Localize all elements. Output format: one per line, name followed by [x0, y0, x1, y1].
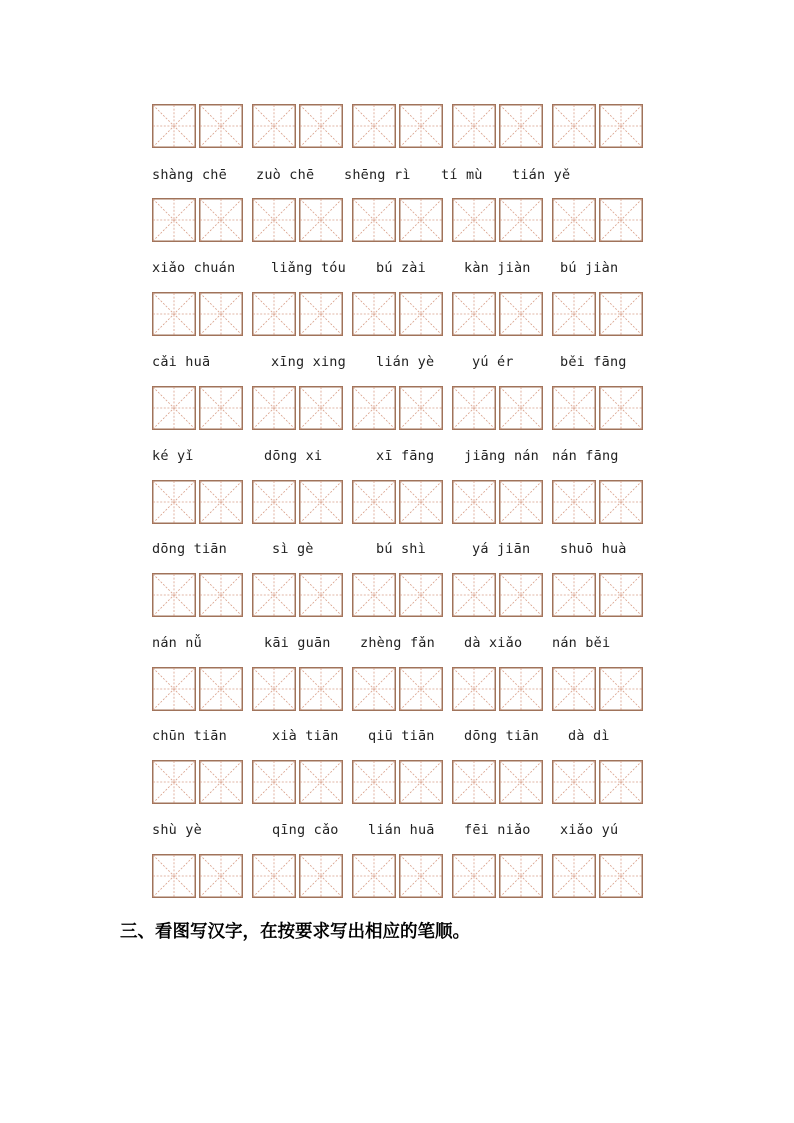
- tianzige-pair: [252, 480, 343, 524]
- pinyin-word: xīng xing: [271, 354, 346, 370]
- tianzige-pair: [252, 292, 343, 336]
- tianzige-box[interactable]: [299, 760, 343, 804]
- tianzige-pair: [352, 386, 443, 430]
- tianzige-box[interactable]: [499, 104, 543, 148]
- tianzige-box[interactable]: [499, 760, 543, 804]
- tianzige-box[interactable]: [152, 292, 196, 336]
- tianzige-box[interactable]: [599, 104, 643, 148]
- tianzige-pair: [452, 292, 543, 336]
- pinyin-word: dōng tiān: [152, 541, 227, 557]
- pinyin-word: fēi niǎo: [464, 822, 531, 838]
- tianzige-box[interactable]: [199, 104, 243, 148]
- tianzige-box[interactable]: [599, 573, 643, 617]
- tianzige-box[interactable]: [199, 292, 243, 336]
- tianzige-box[interactable]: [452, 760, 496, 804]
- tianzige-box[interactable]: [252, 573, 296, 617]
- pinyin-row: [0, 167, 794, 187]
- tianzige-pair: [452, 667, 543, 711]
- tianzige-box[interactable]: [399, 573, 443, 617]
- tianzige-box[interactable]: [299, 667, 343, 711]
- tianzige-pair: [552, 854, 643, 898]
- tianzige-pair: [352, 104, 443, 148]
- tianzige-pair: [252, 104, 343, 148]
- tianzige-box[interactable]: [452, 386, 496, 430]
- pinyin-word: xiǎo chuán: [152, 260, 236, 276]
- pinyin-row: [0, 448, 794, 468]
- tianzige-pair: [452, 573, 543, 617]
- tianzige-box[interactable]: [399, 198, 443, 242]
- tianzige-box[interactable]: [199, 667, 243, 711]
- tianzige-box[interactable]: [552, 198, 596, 242]
- pinyin-word: zuò chē: [256, 167, 315, 183]
- pinyin-word: kāi guān: [264, 635, 331, 651]
- pinyin-word: lián yè: [376, 354, 435, 370]
- tianzige-box[interactable]: [152, 480, 196, 524]
- tianzige-box[interactable]: [599, 760, 643, 804]
- pinyin-word: bú shì: [376, 541, 426, 557]
- tianzige-box[interactable]: [552, 667, 596, 711]
- tianzige-box[interactable]: [452, 292, 496, 336]
- tianzige-box[interactable]: [552, 760, 596, 804]
- tianzige-box[interactable]: [252, 198, 296, 242]
- tianzige-box[interactable]: [599, 667, 643, 711]
- tianzige-pair: [252, 198, 343, 242]
- tianzige-box[interactable]: [352, 198, 396, 242]
- tianzige-pair: [552, 573, 643, 617]
- pinyin-word: bú zài: [376, 260, 426, 276]
- tianzige-box[interactable]: [252, 480, 296, 524]
- tianzige-pair: [152, 854, 243, 898]
- tianzige-box[interactable]: [152, 198, 196, 242]
- tianzige-box[interactable]: [599, 386, 643, 430]
- pinyin-word: tí mù: [441, 167, 483, 183]
- tianzige-box[interactable]: [452, 104, 496, 148]
- tianzige-pair: [552, 480, 643, 524]
- tianzige-box[interactable]: [599, 198, 643, 242]
- tianzige-box[interactable]: [352, 386, 396, 430]
- pinyin-word: dōng xi: [264, 448, 323, 464]
- pinyin-word: yá jiān: [472, 541, 531, 557]
- tianzige-pair: [252, 760, 343, 804]
- tianzige-box[interactable]: [499, 292, 543, 336]
- tianzige-box[interactable]: [399, 760, 443, 804]
- tianzige-pair: [252, 667, 343, 711]
- tianzige-box[interactable]: [599, 854, 643, 898]
- tianzige-box[interactable]: [199, 854, 243, 898]
- tianzige-pair: [452, 480, 543, 524]
- tianzige-pair: [152, 386, 243, 430]
- tianzige-pair: [152, 198, 243, 242]
- tianzige-box[interactable]: [399, 104, 443, 148]
- pinyin-word: zhèng fǎn: [360, 635, 435, 651]
- tianzige-box[interactable]: [299, 386, 343, 430]
- tianzige-box[interactable]: [552, 480, 596, 524]
- pinyin-word: běi fāng: [560, 354, 627, 370]
- pinyin-word: yú ér: [472, 354, 514, 370]
- tianzige-box[interactable]: [299, 198, 343, 242]
- tianzige-pair: [352, 667, 443, 711]
- tianzige-pair: [152, 104, 243, 148]
- tianzige-pair: [352, 854, 443, 898]
- tianzige-pair: [452, 854, 543, 898]
- tianzige-box[interactable]: [352, 480, 396, 524]
- pinyin-word: xī fāng: [376, 448, 435, 464]
- pinyin-word: dà xiǎo: [464, 635, 523, 651]
- tianzige-box[interactable]: [199, 573, 243, 617]
- tianzige-box[interactable]: [399, 386, 443, 430]
- pinyin-word: shù yè: [152, 822, 202, 838]
- tianzige-box[interactable]: [499, 198, 543, 242]
- tianzige-pair: [452, 198, 543, 242]
- tianzige-box[interactable]: [152, 104, 196, 148]
- tianzige-box[interactable]: [299, 854, 343, 898]
- tianzige-box[interactable]: [252, 104, 296, 148]
- tianzige-pair: [252, 386, 343, 430]
- tianzige-box[interactable]: [299, 104, 343, 148]
- pinyin-word: chūn tiān: [152, 728, 227, 744]
- tianzige-box[interactable]: [299, 573, 343, 617]
- tianzige-pair: [352, 480, 443, 524]
- tianzige-pair: [352, 198, 443, 242]
- tianzige-box[interactable]: [352, 104, 396, 148]
- tianzige-box[interactable]: [299, 480, 343, 524]
- tianzige-box[interactable]: [499, 573, 543, 617]
- tianzige-box[interactable]: [252, 386, 296, 430]
- tianzige-box[interactable]: [352, 667, 396, 711]
- tianzige-pair: [152, 573, 243, 617]
- tianzige-pair: [552, 292, 643, 336]
- tianzige-pair: [552, 104, 643, 148]
- tianzige-box[interactable]: [499, 386, 543, 430]
- tianzige-box[interactable]: [399, 292, 443, 336]
- tianzige-box[interactable]: [299, 292, 343, 336]
- tianzige-box[interactable]: [399, 854, 443, 898]
- pinyin-word: kàn jiàn: [464, 260, 531, 276]
- tianzige-box[interactable]: [599, 292, 643, 336]
- pinyin-word: shàng chē: [152, 167, 227, 183]
- pinyin-word: qiū tiān: [368, 728, 435, 744]
- tianzige-box[interactable]: [452, 573, 496, 617]
- tianzige-box[interactable]: [552, 854, 596, 898]
- pinyin-word: xià tiān: [272, 728, 339, 744]
- tianzige-box[interactable]: [352, 854, 396, 898]
- pinyin-word: liǎng tóu: [271, 260, 346, 276]
- tianzige-box[interactable]: [199, 198, 243, 242]
- tianzige-box[interactable]: [152, 667, 196, 711]
- section-heading: 三、看图写汉字，在按要求写出相应的笔顺。: [120, 922, 470, 942]
- tianzige-pair: [152, 760, 243, 804]
- tianzige-box[interactable]: [499, 854, 543, 898]
- tianzige-box[interactable]: [352, 760, 396, 804]
- tianzige-box[interactable]: [352, 573, 396, 617]
- tianzige-box[interactable]: [452, 198, 496, 242]
- pinyin-row: [0, 541, 794, 561]
- pinyin-word: jiāng nán: [464, 448, 539, 464]
- pinyin-row: [0, 635, 794, 655]
- tianzige-box[interactable]: [452, 480, 496, 524]
- tianzige-pair: [352, 573, 443, 617]
- tianzige-pair: [352, 760, 443, 804]
- tianzige-pair: [452, 104, 543, 148]
- tianzige-pair: [552, 760, 643, 804]
- tianzige-box[interactable]: [352, 292, 396, 336]
- tianzige-box[interactable]: [252, 667, 296, 711]
- pinyin-word: qīng cǎo: [272, 822, 339, 838]
- tianzige-box[interactable]: [152, 573, 196, 617]
- pinyin-word: shuō huà: [560, 541, 627, 557]
- pinyin-row: [0, 822, 794, 842]
- tianzige-pair: [552, 386, 643, 430]
- tianzige-box[interactable]: [152, 760, 196, 804]
- pinyin-word: dà dì: [568, 728, 610, 744]
- tianzige-pair: [452, 760, 543, 804]
- pinyin-word: nán nǚ: [152, 635, 202, 651]
- tianzige-box[interactable]: [252, 760, 296, 804]
- tianzige-pair: [152, 667, 243, 711]
- tianzige-pair: [152, 292, 243, 336]
- tianzige-box[interactable]: [399, 480, 443, 524]
- pinyin-word: nán fāng: [552, 448, 619, 464]
- pinyin-word: nán běi: [552, 635, 611, 651]
- tianzige-box[interactable]: [399, 667, 443, 711]
- tianzige-box[interactable]: [199, 386, 243, 430]
- tianzige-box[interactable]: [199, 760, 243, 804]
- tianzige-box[interactable]: [599, 480, 643, 524]
- tianzige-pair: [552, 667, 643, 711]
- tianzige-pair: [552, 198, 643, 242]
- tianzige-box[interactable]: [152, 386, 196, 430]
- tianzige-box[interactable]: [499, 480, 543, 524]
- tianzige-pair: [452, 386, 543, 430]
- tianzige-box[interactable]: [452, 854, 496, 898]
- tianzige-box[interactable]: [499, 667, 543, 711]
- tianzige-box[interactable]: [199, 480, 243, 524]
- pinyin-word: bú jiàn: [560, 260, 619, 276]
- pinyin-word: dōng tiān: [464, 728, 539, 744]
- pinyin-word: lián huā: [368, 822, 435, 838]
- pinyin-row: [0, 260, 794, 280]
- tianzige-pair: [252, 573, 343, 617]
- pinyin-word: tián yě: [512, 167, 571, 183]
- pinyin-word: cǎi huā: [152, 354, 211, 370]
- tianzige-pair: [252, 854, 343, 898]
- pinyin-row: [0, 354, 794, 374]
- tianzige-box[interactable]: [252, 292, 296, 336]
- tianzige-box[interactable]: [452, 667, 496, 711]
- tianzige-box[interactable]: [552, 292, 596, 336]
- pinyin-word: shēng rì: [344, 167, 411, 183]
- pinyin-row: [0, 728, 794, 748]
- tianzige-box[interactable]: [252, 854, 296, 898]
- tianzige-pair: [152, 480, 243, 524]
- pinyin-word: sì gè: [272, 541, 314, 557]
- tianzige-box[interactable]: [552, 104, 596, 148]
- tianzige-box[interactable]: [552, 573, 596, 617]
- tianzige-box[interactable]: [552, 386, 596, 430]
- pinyin-word: xiǎo yú: [560, 822, 619, 838]
- tianzige-pair: [352, 292, 443, 336]
- tianzige-box[interactable]: [152, 854, 196, 898]
- pinyin-word: ké yǐ: [152, 448, 194, 464]
